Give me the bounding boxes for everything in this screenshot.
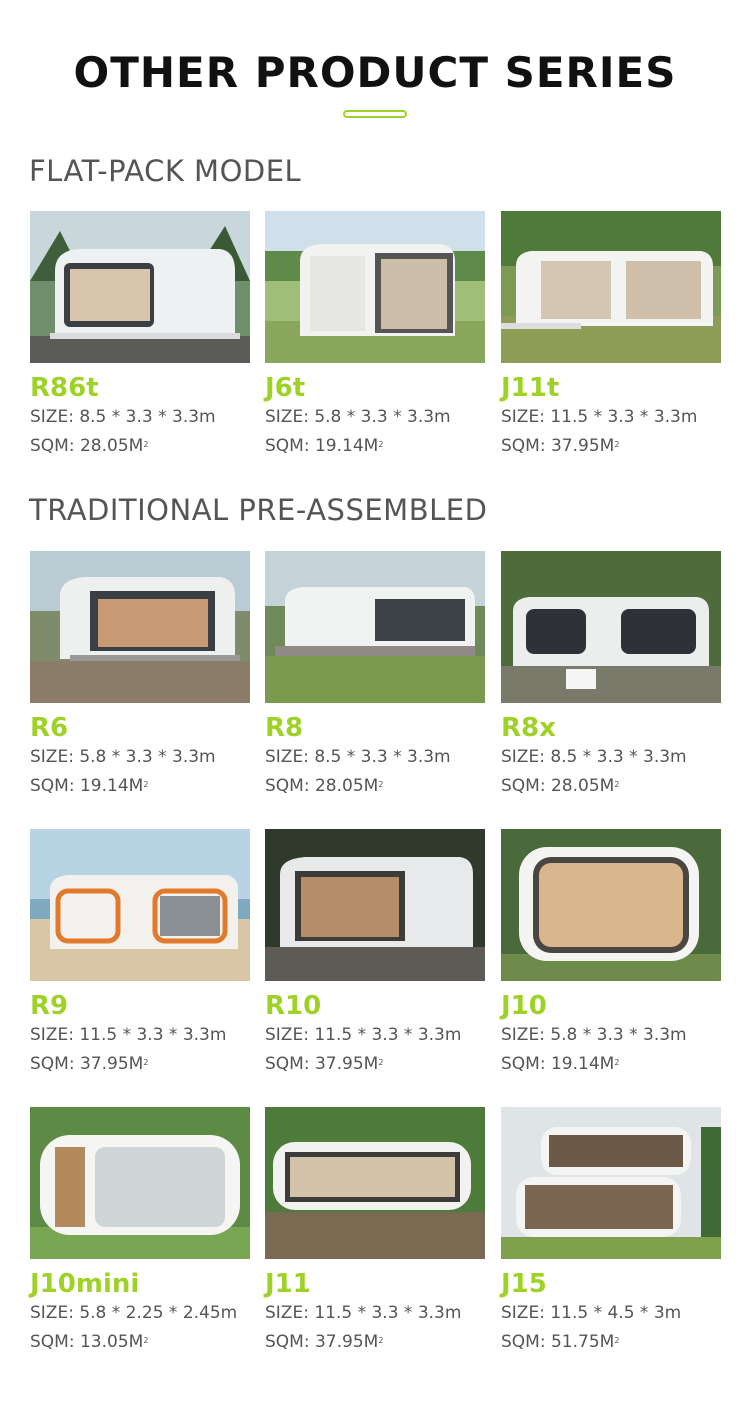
size-spec: SIZE: 5.8 * 2.25 * 2.45m xyxy=(30,1303,238,1323)
product-card-r8x[interactable] xyxy=(501,551,721,801)
product-card-j10mini[interactable] xyxy=(30,1107,250,1357)
product-card-r6[interactable] xyxy=(30,551,250,801)
sqm-spec: SQM: $37.95M^2$ xyxy=(501,436,620,456)
size-spec: SIZE: 5.8 * 3.3 * 3.3m xyxy=(30,747,216,767)
sqm-spec: SQM: $19.14M^2$ xyxy=(501,1054,620,1074)
model-name: J6t xyxy=(265,373,306,403)
product-photo-r9[interactable] xyxy=(30,829,250,981)
model-name: J10mini xyxy=(30,1269,140,1299)
product-photo-j6t[interactable] xyxy=(265,211,485,363)
size-spec: SIZE: 8.5 * 3.3 * 3.3m xyxy=(501,747,687,767)
product-photo-r10[interactable] xyxy=(265,829,485,981)
sqm-spec: SQM: $51.75M^2$ xyxy=(501,1332,620,1352)
model-name: J11t xyxy=(501,373,560,403)
model-name: J10 xyxy=(501,991,547,1021)
product-photo-r6[interactable] xyxy=(30,551,250,703)
product-card-r10[interactable] xyxy=(265,829,485,1079)
size-spec: SIZE: 5.8 * 3.3 * 3.3m xyxy=(265,407,451,427)
size-spec: SIZE: 11.5 * 3.3 * 3.3m xyxy=(265,1025,462,1045)
size-spec: SIZE: 8.5 * 3.3 * 3.3m xyxy=(30,407,216,427)
product-card-r9[interactable] xyxy=(30,829,250,1079)
product-card-j10[interactable] xyxy=(501,829,721,1079)
sqm-spec: SQM: $19.14M^2$ xyxy=(30,776,149,796)
sqm-spec: SQM: $37.95M^2$ xyxy=(265,1332,384,1352)
model-name: R10 xyxy=(265,991,322,1021)
model-name: J15 xyxy=(501,1269,547,1299)
product-card-j11t[interactable] xyxy=(501,211,721,461)
page-title: OTHER PRODUCT SERIES xyxy=(73,48,677,97)
model-name: J11 xyxy=(265,1269,311,1299)
model-name: R8x xyxy=(501,713,556,743)
product-photo-r8[interactable] xyxy=(265,551,485,703)
product-photo-j11[interactable] xyxy=(265,1107,485,1259)
section-heading-pre-assembled: TRADITIONAL PRE-ASSEMBLED xyxy=(29,493,488,527)
product-photo-r86t[interactable] xyxy=(30,211,250,363)
size-spec: SIZE: 11.5 * 4.5 * 3m xyxy=(501,1303,682,1323)
size-spec: SIZE: 11.5 * 3.3 * 3.3m xyxy=(30,1025,227,1045)
section-heading-flat-pack: FLAT-PACK MODEL xyxy=(29,154,302,188)
product-photo-r8x[interactable] xyxy=(501,551,721,703)
sqm-spec: SQM: $13.05M^2$ xyxy=(30,1332,149,1352)
product-card-j15[interactable] xyxy=(501,1107,721,1357)
sqm-spec: SQM: $28.05M^2$ xyxy=(501,776,620,796)
product-photo-j10[interactable] xyxy=(501,829,721,981)
product-photo-j15[interactable] xyxy=(501,1107,721,1259)
product-card-r86t[interactable] xyxy=(30,211,250,461)
model-name: R86t xyxy=(30,373,99,403)
sqm-spec: SQM: $37.95M^2$ xyxy=(30,1054,149,1074)
size-spec: SIZE: 11.5 * 3.3 * 3.3m xyxy=(501,407,698,427)
product-card-r8[interactable] xyxy=(265,551,485,801)
sqm-spec: SQM: $37.95M^2$ xyxy=(265,1054,384,1074)
product-card-j6t[interactable] xyxy=(265,211,485,461)
size-spec: SIZE: 8.5 * 3.3 * 3.3m xyxy=(265,747,451,767)
size-spec: SIZE: 5.8 * 3.3 * 3.3m xyxy=(501,1025,687,1045)
product-photo-j11t[interactable] xyxy=(501,211,721,363)
title-underline xyxy=(343,110,407,118)
sqm-spec: SQM: $28.05M^2$ xyxy=(265,776,384,796)
sqm-spec: SQM: $28.05M^2$ xyxy=(30,436,149,456)
sqm-spec: SQM: $19.14M^2$ xyxy=(265,436,384,456)
model-name: R6 xyxy=(30,713,69,743)
model-name: R8 xyxy=(265,713,304,743)
product-photo-j10mini[interactable] xyxy=(30,1107,250,1259)
product-card-j11[interactable] xyxy=(265,1107,485,1357)
model-name: R9 xyxy=(30,991,69,1021)
size-spec: SIZE: 11.5 * 3.3 * 3.3m xyxy=(265,1303,462,1323)
